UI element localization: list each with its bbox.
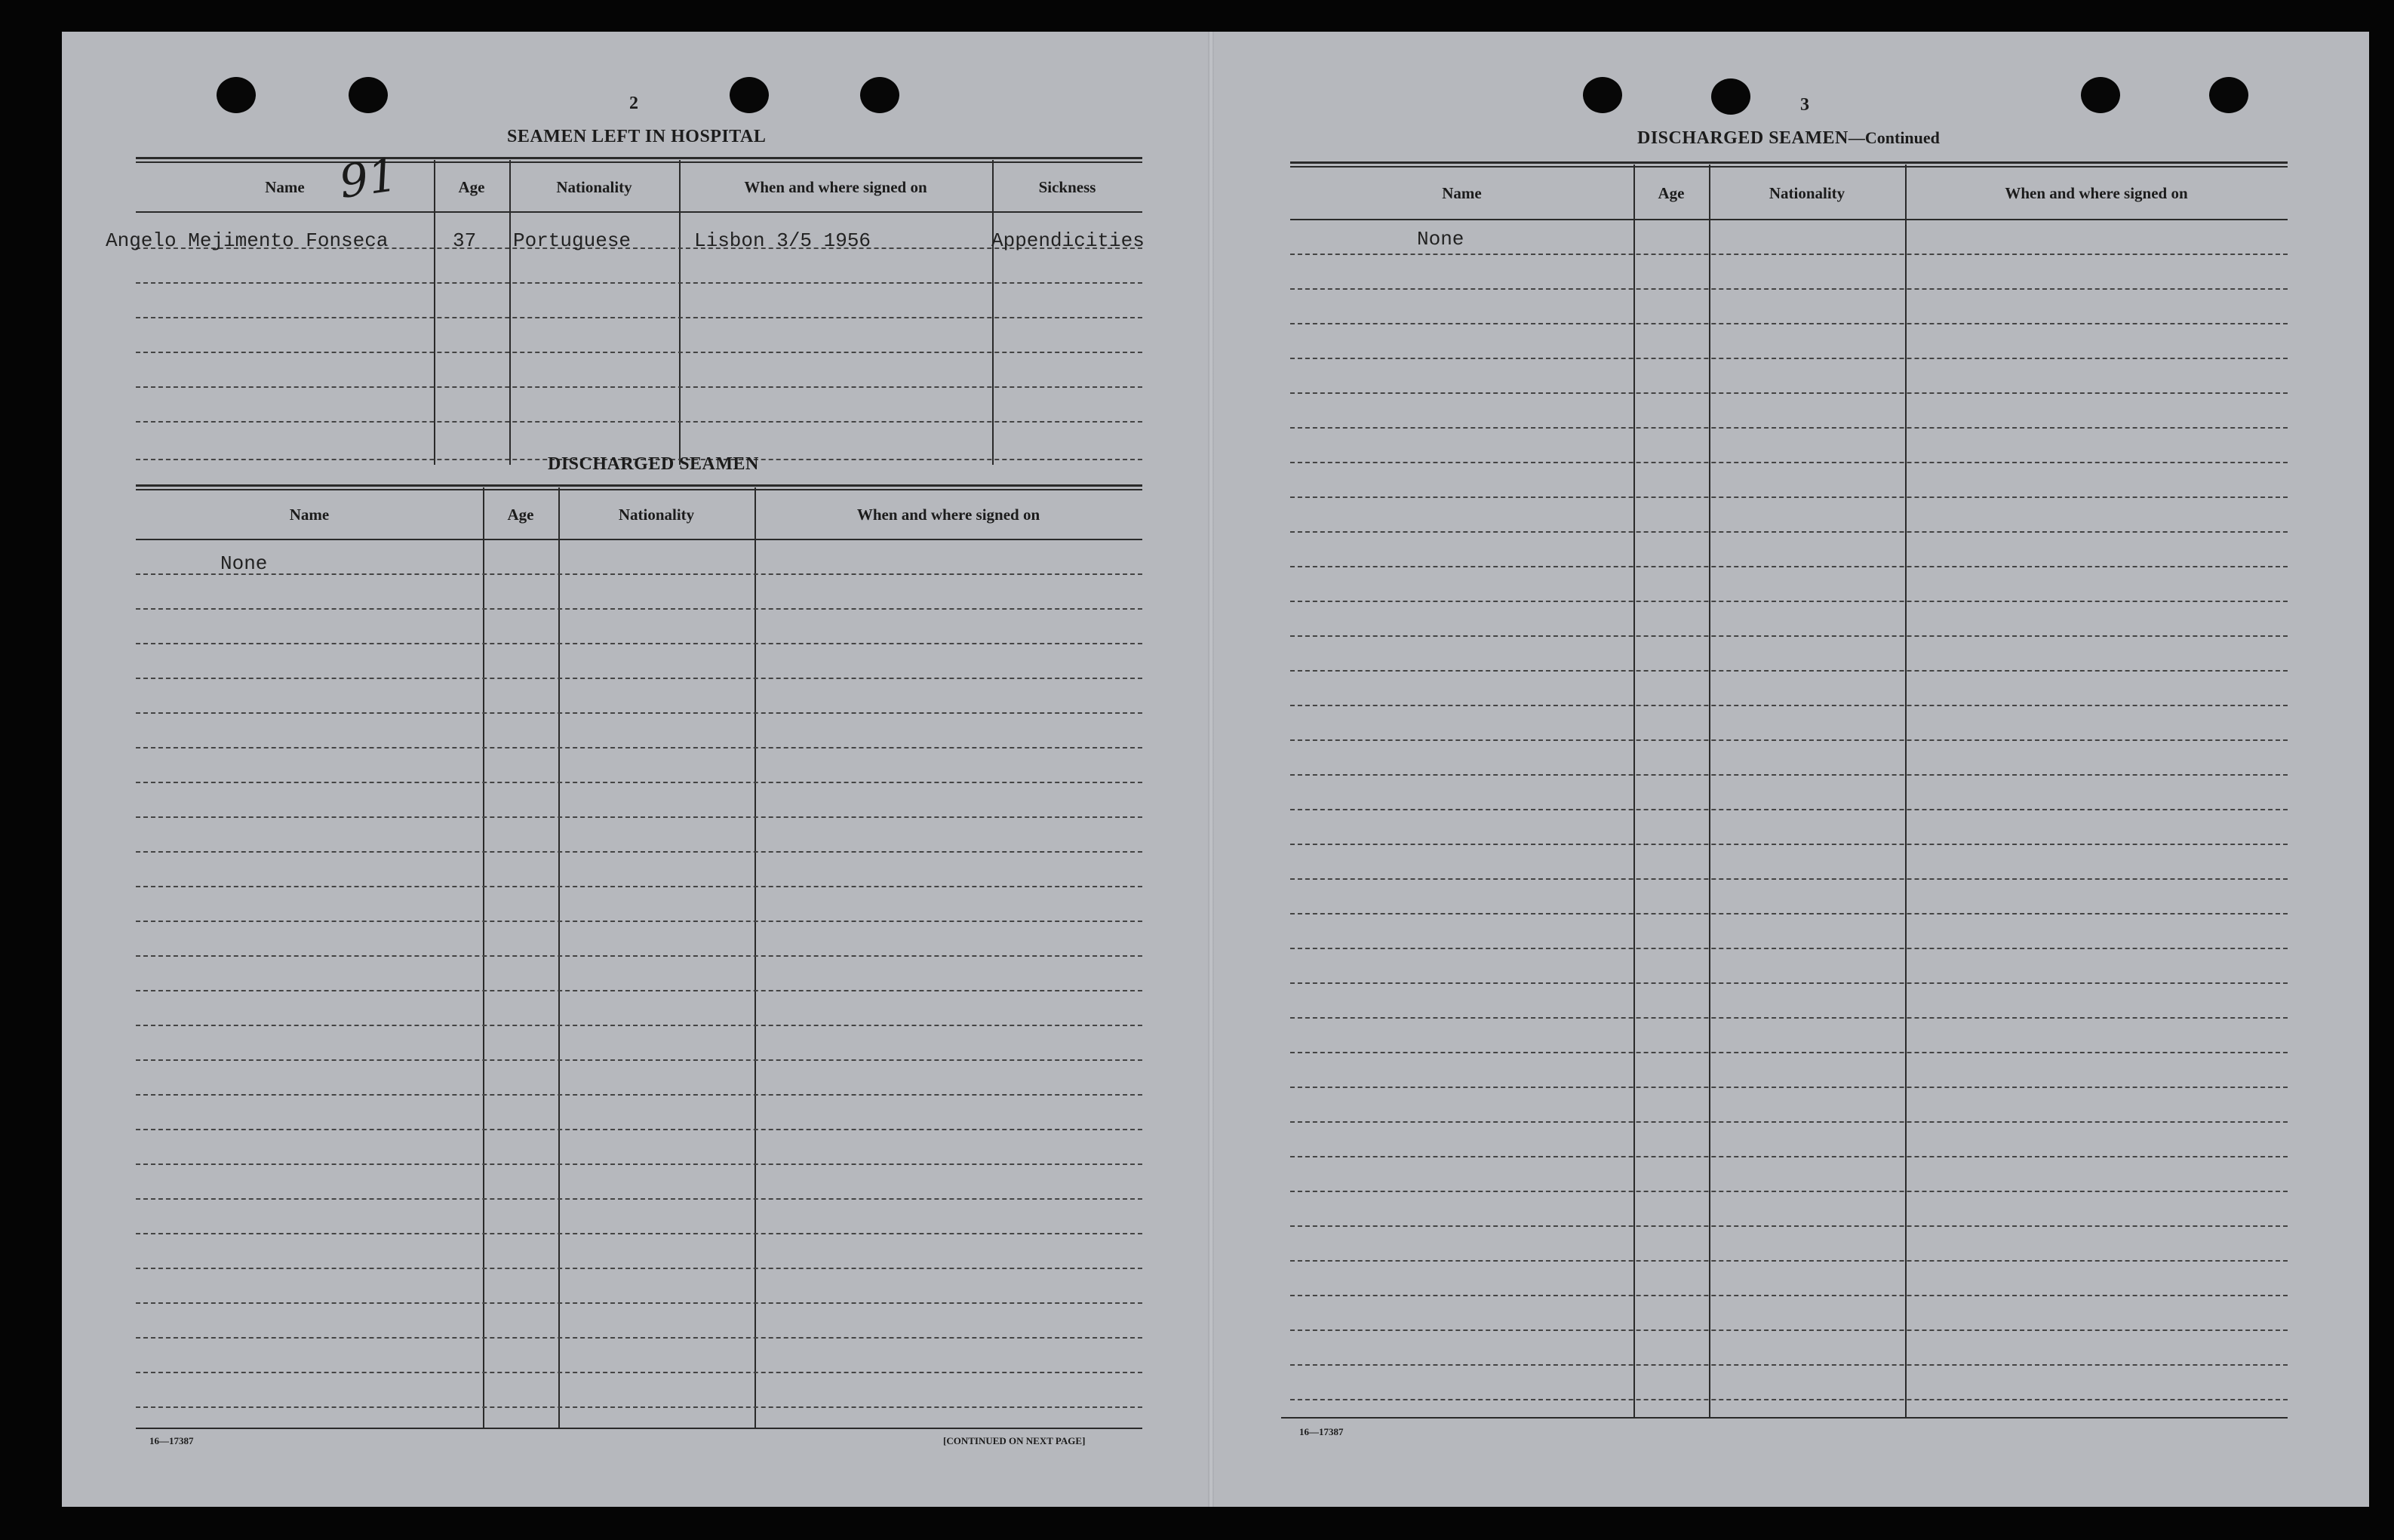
manifest-sheet	[62, 32, 2369, 1507]
hospital-row-name: Angelo Mejimento Fonseca	[106, 229, 389, 252]
punch-hole	[349, 77, 388, 113]
discharged-continued-title	[1637, 128, 1940, 149]
discharged-col-name: Name	[289, 506, 330, 524]
discharged-right-col-signed-on: When and where signed on	[2005, 184, 2188, 202]
discharged-right-col-age: Age	[1658, 184, 1685, 202]
form-number-left: 16—17387	[149, 1435, 194, 1446]
punch-hole	[217, 77, 256, 113]
punch-hole	[2081, 77, 2120, 113]
punch-hole	[2209, 77, 2248, 113]
page-number-right: 3	[1800, 95, 1809, 115]
hospital-col-sickness: Sickness	[1038, 178, 1096, 196]
discharged-right-col-nationality: Nationality	[1769, 184, 1845, 202]
discharged-right-col-name: Name	[1442, 184, 1482, 202]
punch-hole	[860, 77, 899, 113]
discharged-section-title: DISCHARGED SEAMEN	[548, 454, 759, 474]
hospital-row-signed-on: Lisbon 3/5 1956	[694, 229, 871, 252]
hospital-row-sickness: Appendicities	[991, 229, 1145, 252]
punch-hole	[730, 77, 769, 113]
handwritten-mark: 91	[336, 149, 401, 209]
hospital-row-nationality: Portuguese	[513, 229, 632, 252]
punch-hole	[1711, 78, 1750, 115]
discharged-col-signed-on: When and where signed on	[856, 506, 1040, 524]
discharged-left-first-entry: None	[220, 552, 268, 575]
punch-hole	[1583, 77, 1622, 113]
hospital-col-signed-on: When and where signed on	[744, 178, 927, 196]
discharged-table-left	[136, 484, 1142, 1428]
hospital-row-age: 37	[453, 229, 477, 252]
hospital-col-nationality: Nationality	[556, 178, 632, 196]
continued-note: [CONTINUED ON NEXT PAGE]	[943, 1435, 1086, 1446]
page-number-left: 2	[629, 94, 638, 113]
discharged-col-age: Age	[507, 506, 534, 524]
discharged-col-nationality: Nationality	[618, 506, 695, 524]
hospital-section-title: SEAMEN LEFT IN HOSPITAL	[507, 127, 767, 146]
discharged-continued-suffix: —Continued	[1848, 128, 1940, 147]
discharged-right-first-entry: None	[1417, 228, 1464, 251]
discharged-table-right	[1290, 161, 2288, 1417]
hospital-table	[136, 149, 1142, 465]
form-number-right: 16—17387	[1299, 1426, 1344, 1437]
hospital-col-age: Age	[458, 178, 485, 196]
discharged-continued-title-main: DISCHARGED SEAMEN	[1637, 128, 1849, 148]
page-fold	[1208, 32, 1214, 1507]
hospital-col-name: Name	[265, 178, 305, 196]
